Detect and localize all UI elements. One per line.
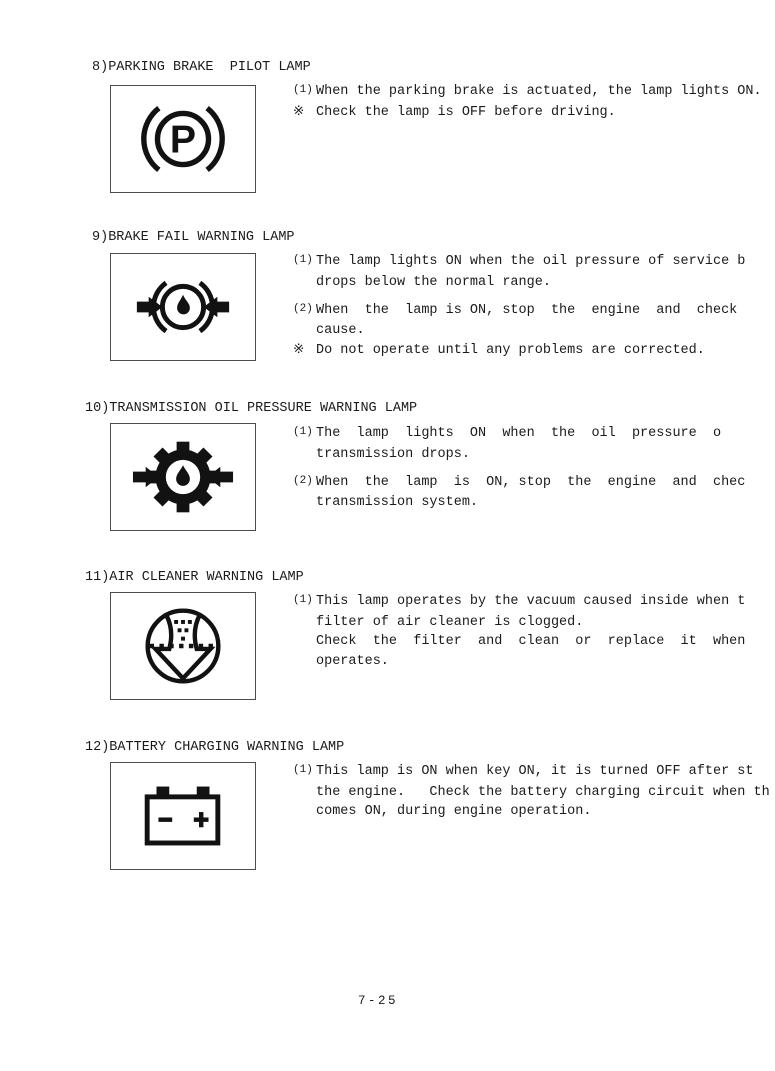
icon-box-air-cleaner (110, 592, 256, 700)
section-heading-parking-brake: 8)PARKING BRAKE PILOT LAMP (92, 60, 311, 75)
body-text: When the lamp is ON, stop the engine and chec (316, 474, 746, 490)
icon-box-transmission-oil (110, 423, 256, 531)
body-text: transmission drops. (316, 446, 470, 462)
body-line (293, 493, 775, 513)
svg-text:P: P (169, 117, 197, 162)
body-text: The lamp lights ON when the oil pressure of service b (316, 254, 746, 269)
body-text: drops below the normal range. (316, 274, 551, 290)
body-text: Do not operate until any problems are corrected. (316, 342, 705, 358)
body-line (293, 82, 775, 103)
section-heading-air-cleaner: 11)AIR CLEANER WARNING LAMP (85, 570, 304, 585)
body-line (293, 613, 775, 633)
body-text: operates. (316, 653, 389, 669)
list-marker: (1) (293, 254, 313, 266)
brake-fail-warning-icon (111, 254, 255, 360)
body-text: The lamp lights ON when the oil pressure o (316, 426, 722, 441)
body-text: This lamp operates by the vacuum caused inside when t (316, 594, 746, 609)
body-text: the engine. Check the battery charging circuit when th (316, 784, 770, 800)
body-line (293, 445, 775, 465)
body-text: cause. (316, 323, 365, 338)
section-text-brake-fail (293, 252, 775, 360)
body-line (293, 652, 775, 672)
list-marker: (2) (293, 474, 313, 487)
body-line (293, 592, 775, 613)
icon-box-brake-fail (110, 253, 256, 361)
body-line (293, 762, 775, 783)
body-text: transmission system. (316, 495, 479, 510)
air-cleaner-warning-icon (111, 593, 255, 699)
body-line (293, 321, 775, 341)
body-text: Check the lamp is OFF before driving. (316, 104, 616, 120)
body-line (293, 424, 775, 445)
body-line (293, 103, 775, 123)
body-line (293, 341, 775, 361)
body-text: comes ON, during engine operation. (316, 804, 592, 819)
body-line (293, 301, 775, 322)
section-heading-battery-charging: 12)BATTERY CHARGING WARNING LAMP (85, 740, 345, 755)
page-number: 7-25 (358, 994, 399, 1008)
section-text-air-cleaner (293, 592, 775, 671)
body-text: When the lamp is ON, stop the engine and check (316, 302, 738, 318)
body-line (293, 273, 775, 293)
body-text: When the parking brake is actuated, the lamp lights ON. (316, 84, 762, 99)
list-marker: (1) (293, 764, 313, 776)
section-text-battery-charging (293, 762, 775, 822)
icon-box-battery-charging (110, 762, 256, 870)
section-text-transmission-oil (293, 424, 775, 513)
body-line (293, 252, 775, 273)
body-line (293, 802, 775, 822)
list-marker: (1) (293, 426, 313, 438)
body-text: Check the filter and clean or replace it when (316, 634, 746, 649)
list-marker: (1) (293, 594, 313, 606)
reference-mark: ※ (293, 104, 305, 120)
body-line (293, 473, 775, 494)
reference-mark: ※ (293, 342, 305, 358)
body-line (293, 632, 775, 652)
body-text: This lamp is ON when key ON, it is turned OFF after st (316, 764, 754, 779)
list-marker: (1) (293, 84, 313, 96)
battery-charging-warning-icon (111, 763, 255, 869)
section-heading-brake-fail: 9)BRAKE FAIL WARNING LAMP (92, 230, 295, 245)
list-marker: (2) (293, 302, 313, 315)
body-text: filter of air cleaner is clogged. (316, 614, 584, 630)
icon-box-parking-brake (110, 85, 256, 193)
section-text-parking-brake (293, 82, 775, 122)
section-heading-transmission-oil: 10)TRANSMISSION OIL PRESSURE WARNING LAMP (85, 401, 418, 416)
body-line (293, 783, 775, 803)
transmission-oil-pressure-icon (111, 424, 255, 530)
parking-brake-icon (111, 86, 255, 192)
